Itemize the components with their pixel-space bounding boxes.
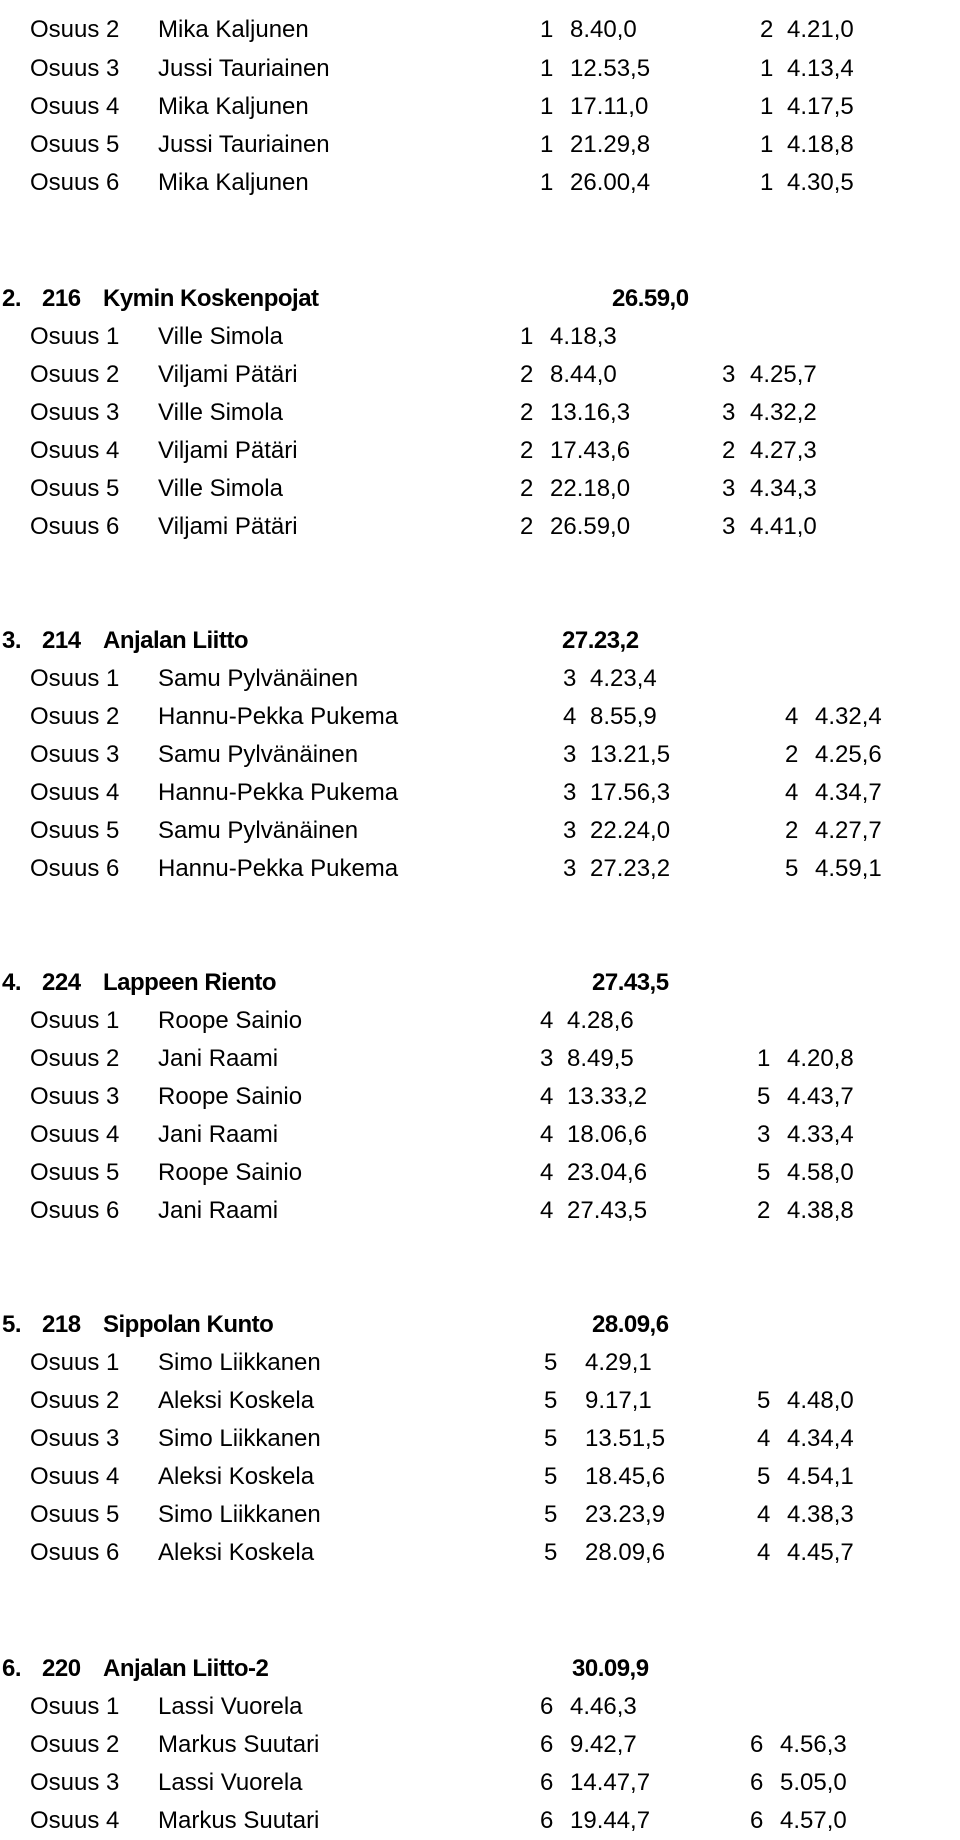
leg-time: 4.56,3 <box>780 1731 847 1758</box>
leg-time: 4.34,3 <box>750 475 817 502</box>
runner-name: Jani Raami <box>158 1045 279 1072</box>
overall-position: 5 <box>544 1387 558 1414</box>
leg-position: 3 <box>722 513 736 540</box>
cumulative-time: 8.55,9 <box>590 703 657 730</box>
leg-label: Osuus 6 <box>30 855 120 882</box>
overall-position: 2 <box>520 513 534 540</box>
leg-time: 4.32,4 <box>815 703 882 730</box>
leg-label: Osuus 3 <box>30 1425 120 1452</box>
cumulative-time: 4.46,3 <box>570 1693 637 1720</box>
leg-time: 4.33,4 <box>787 1121 854 1148</box>
overall-position: 5 <box>544 1539 558 1566</box>
leg-label: Osuus 4 <box>30 1463 120 1490</box>
team-header <box>0 1650 960 1688</box>
leg-row <box>0 1382 960 1420</box>
runner-name: Viljami Pätäri <box>158 513 298 540</box>
leg-label: Osuus 5 <box>30 475 120 502</box>
leg-row <box>0 1040 960 1078</box>
leg-label: Osuus 1 <box>30 323 120 350</box>
leg-time: 4.38,3 <box>787 1501 854 1528</box>
leg-position: 5 <box>757 1463 771 1490</box>
leg-position: 1 <box>760 131 774 158</box>
leg-label: Osuus 3 <box>30 55 120 82</box>
leg-time: 4.57,0 <box>780 1807 847 1834</box>
leg-position: 1 <box>760 93 774 120</box>
cumulative-time: 22.18,0 <box>550 475 631 502</box>
cumulative-time: 21.29,8 <box>570 131 651 158</box>
team-header <box>0 280 960 318</box>
leg-label: Osuus 1 <box>30 1349 120 1376</box>
cumulative-time: 28.09,6 <box>585 1539 666 1566</box>
runner-name: Jani Raami <box>158 1121 279 1148</box>
overall-position: 3 <box>563 665 577 692</box>
overall-position: 2 <box>520 399 534 426</box>
leg-row <box>0 164 960 202</box>
runner-name: Viljami Pätäri <box>158 437 298 464</box>
leg-row <box>0 126 960 164</box>
team-total-time: 30.09,9 <box>572 1655 649 1682</box>
leg-position: 4 <box>757 1539 771 1566</box>
leg-row <box>0 11 960 49</box>
runner-name: Hannu-Pekka Pukema <box>158 703 399 730</box>
team-total-time: 26.59,0 <box>612 285 689 312</box>
leg-label: Osuus 4 <box>30 779 120 806</box>
leg-row <box>0 1344 960 1382</box>
team-rank: 6. <box>2 1655 22 1682</box>
team-rank: 2. <box>2 285 22 312</box>
leg-position: 5 <box>757 1159 771 1186</box>
leg-time: 4.54,1 <box>787 1463 854 1490</box>
runner-name: Aleksi Koskela <box>158 1463 315 1490</box>
leg-row <box>0 394 960 432</box>
team-number: 214 <box>42 627 81 654</box>
leg-time: 4.41,0 <box>750 513 817 540</box>
leg-row <box>0 736 960 774</box>
runner-name: Aleksi Koskela <box>158 1539 315 1566</box>
team-name: Anjalan Liitto-2 <box>103 1655 269 1682</box>
leg-label: Osuus 2 <box>30 361 120 388</box>
overall-position: 5 <box>544 1501 558 1528</box>
overall-position: 6 <box>540 1731 554 1758</box>
leg-position: 4 <box>785 703 799 730</box>
runner-name: Roope Sainio <box>158 1159 303 1186</box>
cumulative-time: 17.56,3 <box>590 779 671 806</box>
leg-row <box>0 660 960 698</box>
leg-label: Osuus 3 <box>30 1083 120 1110</box>
leg-time: 4.25,7 <box>750 361 817 388</box>
cumulative-time: 9.17,1 <box>585 1387 652 1414</box>
leg-label: Osuus 6 <box>30 169 120 196</box>
leg-time: 4.43,7 <box>787 1083 854 1110</box>
cumulative-time: 4.18,3 <box>550 323 617 350</box>
overall-position: 2 <box>520 361 534 388</box>
leg-label: Osuus 2 <box>30 703 120 730</box>
runner-name: Hannu-Pekka Pukema <box>158 779 399 806</box>
runner-name: Samu Pylvänäinen <box>158 817 359 844</box>
leg-time: 4.21,0 <box>787 16 854 43</box>
overall-position: 1 <box>520 323 534 350</box>
cumulative-time: 4.28,6 <box>567 1007 634 1034</box>
runner-name: Markus Suutari <box>158 1731 320 1758</box>
runner-name: Simo Liikkanen <box>158 1501 321 1528</box>
leg-row <box>0 1458 960 1496</box>
overall-position: 1 <box>540 55 554 82</box>
cumulative-time: 18.06,6 <box>567 1121 648 1148</box>
overall-position: 6 <box>540 1807 554 1834</box>
runner-name: Jani Raami <box>158 1197 279 1224</box>
runner-name: Samu Pylvänäinen <box>158 665 359 692</box>
team-number: 218 <box>42 1311 81 1338</box>
cumulative-time: 26.00,4 <box>570 169 651 196</box>
leg-label: Osuus 3 <box>30 741 120 768</box>
overall-position: 1 <box>540 16 554 43</box>
leg-time: 5.05,0 <box>780 1769 847 1796</box>
leg-row <box>0 1688 960 1726</box>
cumulative-time: 23.23,9 <box>585 1501 666 1528</box>
leg-position: 4 <box>757 1501 771 1528</box>
leg-row <box>0 508 960 546</box>
leg-row <box>0 1116 960 1154</box>
runner-name: Roope Sainio <box>158 1007 303 1034</box>
team-header <box>0 622 960 660</box>
overall-position: 2 <box>520 475 534 502</box>
leg-label: Osuus 6 <box>30 513 120 540</box>
leg-row <box>0 1078 960 1116</box>
runner-name: Simo Liikkanen <box>158 1425 321 1452</box>
leg-label: Osuus 5 <box>30 131 120 158</box>
cumulative-time: 17.43,6 <box>550 437 631 464</box>
team-name: Anjalan Liitto <box>103 627 248 654</box>
leg-row <box>0 1726 960 1764</box>
leg-time: 4.34,7 <box>815 779 882 806</box>
overall-position: 5 <box>544 1425 558 1452</box>
overall-position: 5 <box>544 1463 558 1490</box>
runner-name: Mika Kaljunen <box>158 93 309 120</box>
leg-label: Osuus 4 <box>30 93 120 120</box>
leg-label: Osuus 1 <box>30 1693 120 1720</box>
cumulative-time: 27.43,5 <box>567 1197 648 1224</box>
leg-time: 4.18,8 <box>787 131 854 158</box>
leg-label: Osuus 2 <box>30 16 120 43</box>
overall-position: 6 <box>540 1693 554 1720</box>
leg-position: 4 <box>785 779 799 806</box>
leg-label: Osuus 1 <box>30 1007 120 1034</box>
leg-time: 4.25,6 <box>815 741 882 768</box>
cumulative-time: 13.51,5 <box>585 1425 666 1452</box>
cumulative-time: 27.23,2 <box>590 855 671 882</box>
cumulative-time: 17.11,0 <box>570 93 649 120</box>
team-total-time: 27.43,5 <box>592 969 669 996</box>
leg-position: 2 <box>785 817 799 844</box>
leg-time: 4.27,3 <box>750 437 817 464</box>
cumulative-time: 4.29,1 <box>585 1349 652 1376</box>
leg-position: 3 <box>722 399 736 426</box>
runner-name: Viljami Pätäri <box>158 361 298 388</box>
leg-label: Osuus 2 <box>30 1731 120 1758</box>
overall-position: 4 <box>540 1007 554 1034</box>
leg-position: 4 <box>757 1425 771 1452</box>
leg-row <box>0 1764 960 1802</box>
leg-time: 4.38,8 <box>787 1197 854 1224</box>
leg-label: Osuus 2 <box>30 1045 120 1072</box>
leg-row <box>0 850 960 888</box>
cumulative-time: 8.40,0 <box>570 16 637 43</box>
overall-position: 3 <box>563 817 577 844</box>
runner-name: Simo Liikkanen <box>158 1349 321 1376</box>
leg-row <box>0 1534 960 1572</box>
runner-name: Samu Pylvänäinen <box>158 741 359 768</box>
cumulative-time: 14.47,7 <box>570 1769 651 1796</box>
leg-position: 6 <box>750 1769 764 1796</box>
overall-position: 4 <box>540 1121 554 1148</box>
team-total-time: 28.09,6 <box>592 1311 669 1338</box>
overall-position: 3 <box>563 741 577 768</box>
leg-time: 4.17,5 <box>787 93 854 120</box>
runner-name: Markus Suutari <box>158 1807 320 1834</box>
leg-time: 4.58,0 <box>787 1159 854 1186</box>
leg-row <box>0 812 960 850</box>
team-number: 224 <box>42 969 81 996</box>
leg-position: 6 <box>750 1807 764 1834</box>
runner-name: Ville Simola <box>158 323 283 350</box>
leg-row <box>0 1420 960 1458</box>
overall-position: 5 <box>544 1349 558 1376</box>
cumulative-time: 19.44,7 <box>570 1807 651 1834</box>
leg-time: 4.45,7 <box>787 1539 854 1566</box>
team-number: 216 <box>42 285 81 312</box>
overall-position: 4 <box>540 1159 554 1186</box>
leg-label: Osuus 3 <box>30 399 120 426</box>
leg-position: 1 <box>760 169 774 196</box>
leg-time: 4.20,8 <box>787 1045 854 1072</box>
team-rank: 3. <box>2 627 22 654</box>
overall-position: 1 <box>540 131 554 158</box>
leg-row <box>0 432 960 470</box>
leg-label: Osuus 5 <box>30 817 120 844</box>
leg-label: Osuus 4 <box>30 1121 120 1148</box>
leg-position: 6 <box>750 1731 764 1758</box>
leg-position: 5 <box>785 855 799 882</box>
team-rank: 5. <box>2 1311 22 1338</box>
overall-position: 3 <box>563 855 577 882</box>
cumulative-time: 8.49,5 <box>567 1045 634 1072</box>
cumulative-time: 18.45,6 <box>585 1463 666 1490</box>
leg-row <box>0 1154 960 1192</box>
runner-name: Aleksi Koskela <box>158 1387 315 1414</box>
leg-label: Osuus 6 <box>30 1197 120 1224</box>
overall-position: 4 <box>540 1197 554 1224</box>
leg-position: 2 <box>760 16 774 43</box>
cumulative-time: 13.21,5 <box>590 741 671 768</box>
cumulative-time: 9.42,7 <box>570 1731 637 1758</box>
leg-time: 4.48,0 <box>787 1387 854 1414</box>
leg-row <box>0 698 960 736</box>
leg-position: 3 <box>757 1121 771 1148</box>
overall-position: 4 <box>563 703 577 730</box>
team-rank: 4. <box>2 969 22 996</box>
overall-position: 2 <box>520 437 534 464</box>
overall-position: 1 <box>540 169 554 196</box>
leg-position: 3 <box>722 361 736 388</box>
team-name: Lappeen Riento <box>103 969 277 996</box>
cumulative-time: 26.59,0 <box>550 513 631 540</box>
leg-time: 4.59,1 <box>815 855 882 882</box>
cumulative-time: 12.53,5 <box>570 55 651 82</box>
overall-position: 4 <box>540 1083 554 1110</box>
leg-label: Osuus 5 <box>30 1159 120 1186</box>
team-name: Sippolan Kunto <box>103 1311 274 1338</box>
leg-time: 4.34,4 <box>787 1425 854 1452</box>
leg-row <box>0 1496 960 1534</box>
leg-row <box>0 50 960 88</box>
leg-label: Osuus 4 <box>30 437 120 464</box>
overall-position: 1 <box>540 93 554 120</box>
overall-position: 3 <box>540 1045 554 1072</box>
leg-row <box>0 318 960 356</box>
leg-position: 5 <box>757 1083 771 1110</box>
runner-name: Mika Kaljunen <box>158 16 309 43</box>
leg-position: 5 <box>757 1387 771 1414</box>
runner-name: Ville Simola <box>158 475 283 502</box>
leg-position: 2 <box>785 741 799 768</box>
leg-time: 4.32,2 <box>750 399 817 426</box>
team-header <box>0 1306 960 1344</box>
runner-name: Lassi Vuorela <box>158 1769 303 1796</box>
leg-label: Osuus 1 <box>30 665 120 692</box>
leg-label: Osuus 3 <box>30 1769 120 1796</box>
leg-position: 3 <box>722 475 736 502</box>
leg-row <box>0 774 960 812</box>
runner-name: Roope Sainio <box>158 1083 303 1110</box>
cumulative-time: 23.04,6 <box>567 1159 648 1186</box>
leg-row <box>0 88 960 126</box>
cumulative-time: 13.33,2 <box>567 1083 648 1110</box>
cumulative-time: 8.44,0 <box>550 361 617 388</box>
leg-row <box>0 470 960 508</box>
cumulative-time: 13.16,3 <box>550 399 631 426</box>
runner-name: Hannu-Pekka Pukema <box>158 855 399 882</box>
runner-name: Jussi Tauriainen <box>158 131 330 158</box>
leg-row <box>0 1802 960 1840</box>
leg-row <box>0 356 960 394</box>
overall-position: 6 <box>540 1769 554 1796</box>
leg-position: 2 <box>722 437 736 464</box>
team-number: 220 <box>42 1655 81 1682</box>
team-total-time: 27.23,2 <box>562 627 639 654</box>
leg-label: Osuus 6 <box>30 1539 120 1566</box>
leg-row <box>0 1192 960 1230</box>
leg-time: 4.27,7 <box>815 817 882 844</box>
runner-name: Mika Kaljunen <box>158 169 309 196</box>
leg-label: Osuus 4 <box>30 1807 120 1834</box>
team-name: Kymin Koskenpojat <box>103 285 319 312</box>
runner-name: Jussi Tauriainen <box>158 55 330 82</box>
cumulative-time: 22.24,0 <box>590 817 671 844</box>
leg-position: 2 <box>757 1197 771 1224</box>
runner-name: Lassi Vuorela <box>158 1693 303 1720</box>
leg-row <box>0 1002 960 1040</box>
overall-position: 3 <box>563 779 577 806</box>
leg-position: 1 <box>760 55 774 82</box>
leg-label: Osuus 2 <box>30 1387 120 1414</box>
cumulative-time: 4.23,4 <box>590 665 657 692</box>
leg-position: 1 <box>757 1045 771 1072</box>
leg-time: 4.30,5 <box>787 169 854 196</box>
leg-time: 4.13,4 <box>787 55 854 82</box>
runner-name: Ville Simola <box>158 399 283 426</box>
team-header <box>0 964 960 1002</box>
leg-label: Osuus 5 <box>30 1501 120 1528</box>
